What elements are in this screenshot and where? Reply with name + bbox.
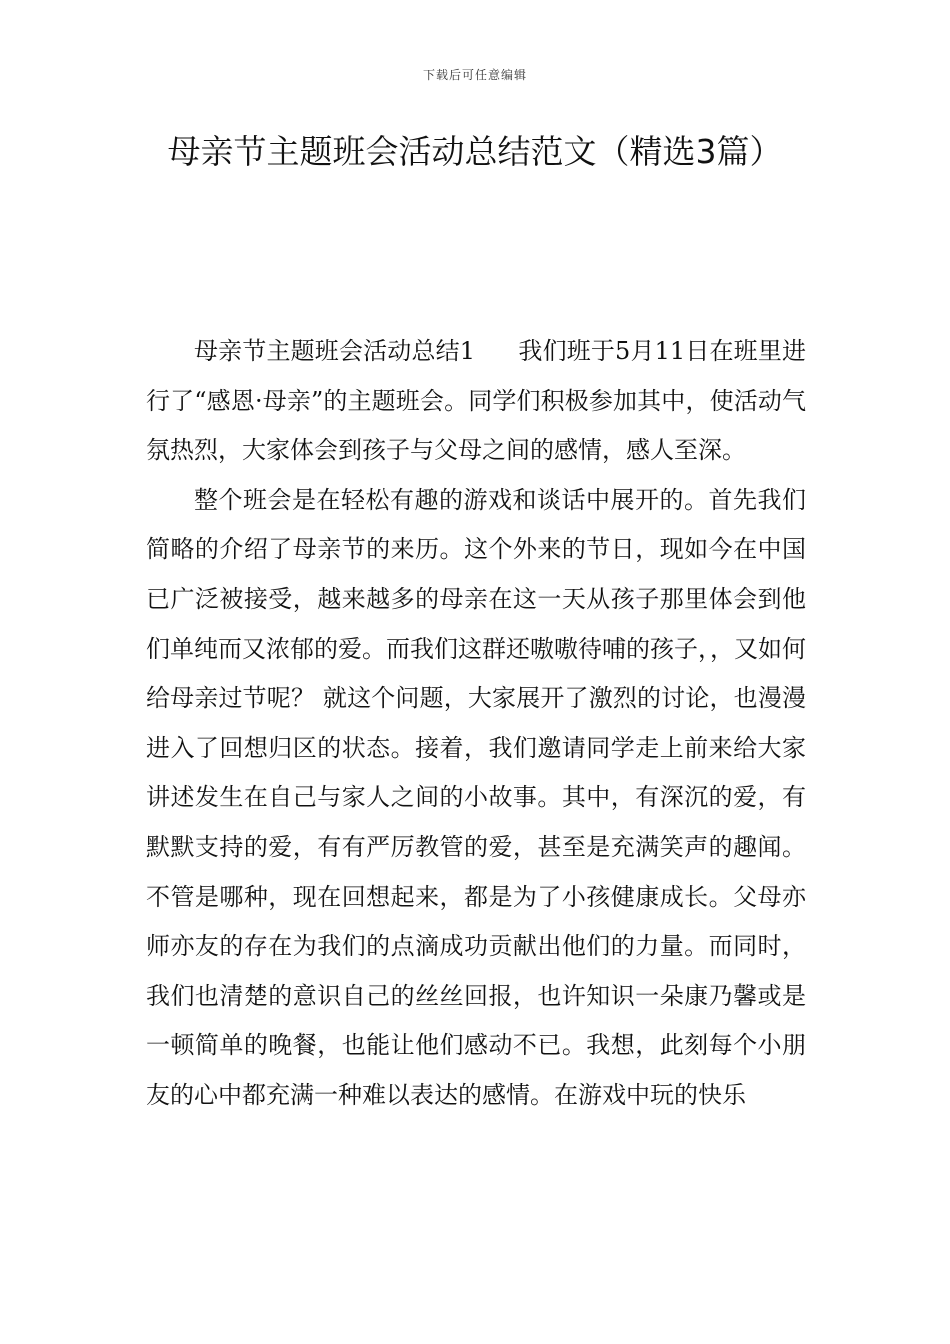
document-title: 母亲节主题班会活动总结范文（精选3篇） <box>167 132 783 171</box>
paragraph-1 <box>146 327 806 476</box>
section-heading: 母亲节主题班会活动总结1 <box>194 337 476 365</box>
paragraph-text: 整个班会是在轻松有趣的游戏和谈话中展开的。首先我们简略的介绍了母亲节的来历。这个外来的节日，现如今在中国已广泛被接受，越来越多的母亲在这一天从孩子那里体会到他们单纯而又浓郁的爱。而我们这群还嗷嗷待哺的孩子，，又如何给母亲过节呢？ 就这个问题，大家展开了激烈的讨论，也漫漫进入了回想归区的状态。接着，我们邀请同学走上前来给大家讲述发生在自己与家人之间的小故事。其中，有深沉的爱，有默默支持的爱，有有严厉教管的爱，甚至是充满笑声的趣闻。不管是哪种，现在回想起来，都是为了小孩健康成长。父母亦师亦友的存在为我们的点滴成功贡献出他们的力量。而同时，我们也清楚的意识自己的丝丝回报，也许知识一朵康乃馨或是一顿简单的晚餐，也能让他们感动不已。我想，此刻每个小朋友的心中都充满一种难以表达的感情。在游戏中玩的快乐 <box>146 485 806 1109</box>
paragraph-2 <box>146 476 806 1121</box>
document-body <box>146 327 806 1121</box>
header-note: 下载后可任意编辑 <box>422 68 527 82</box>
paragraph-text: 我们班于5月11日在班里进行了“感恩·母亲”的主题班会。同学们积极参加其中，使活动气氛热烈，大家体会到孩子与父母之间的感情，感人至深。 <box>146 337 806 465</box>
